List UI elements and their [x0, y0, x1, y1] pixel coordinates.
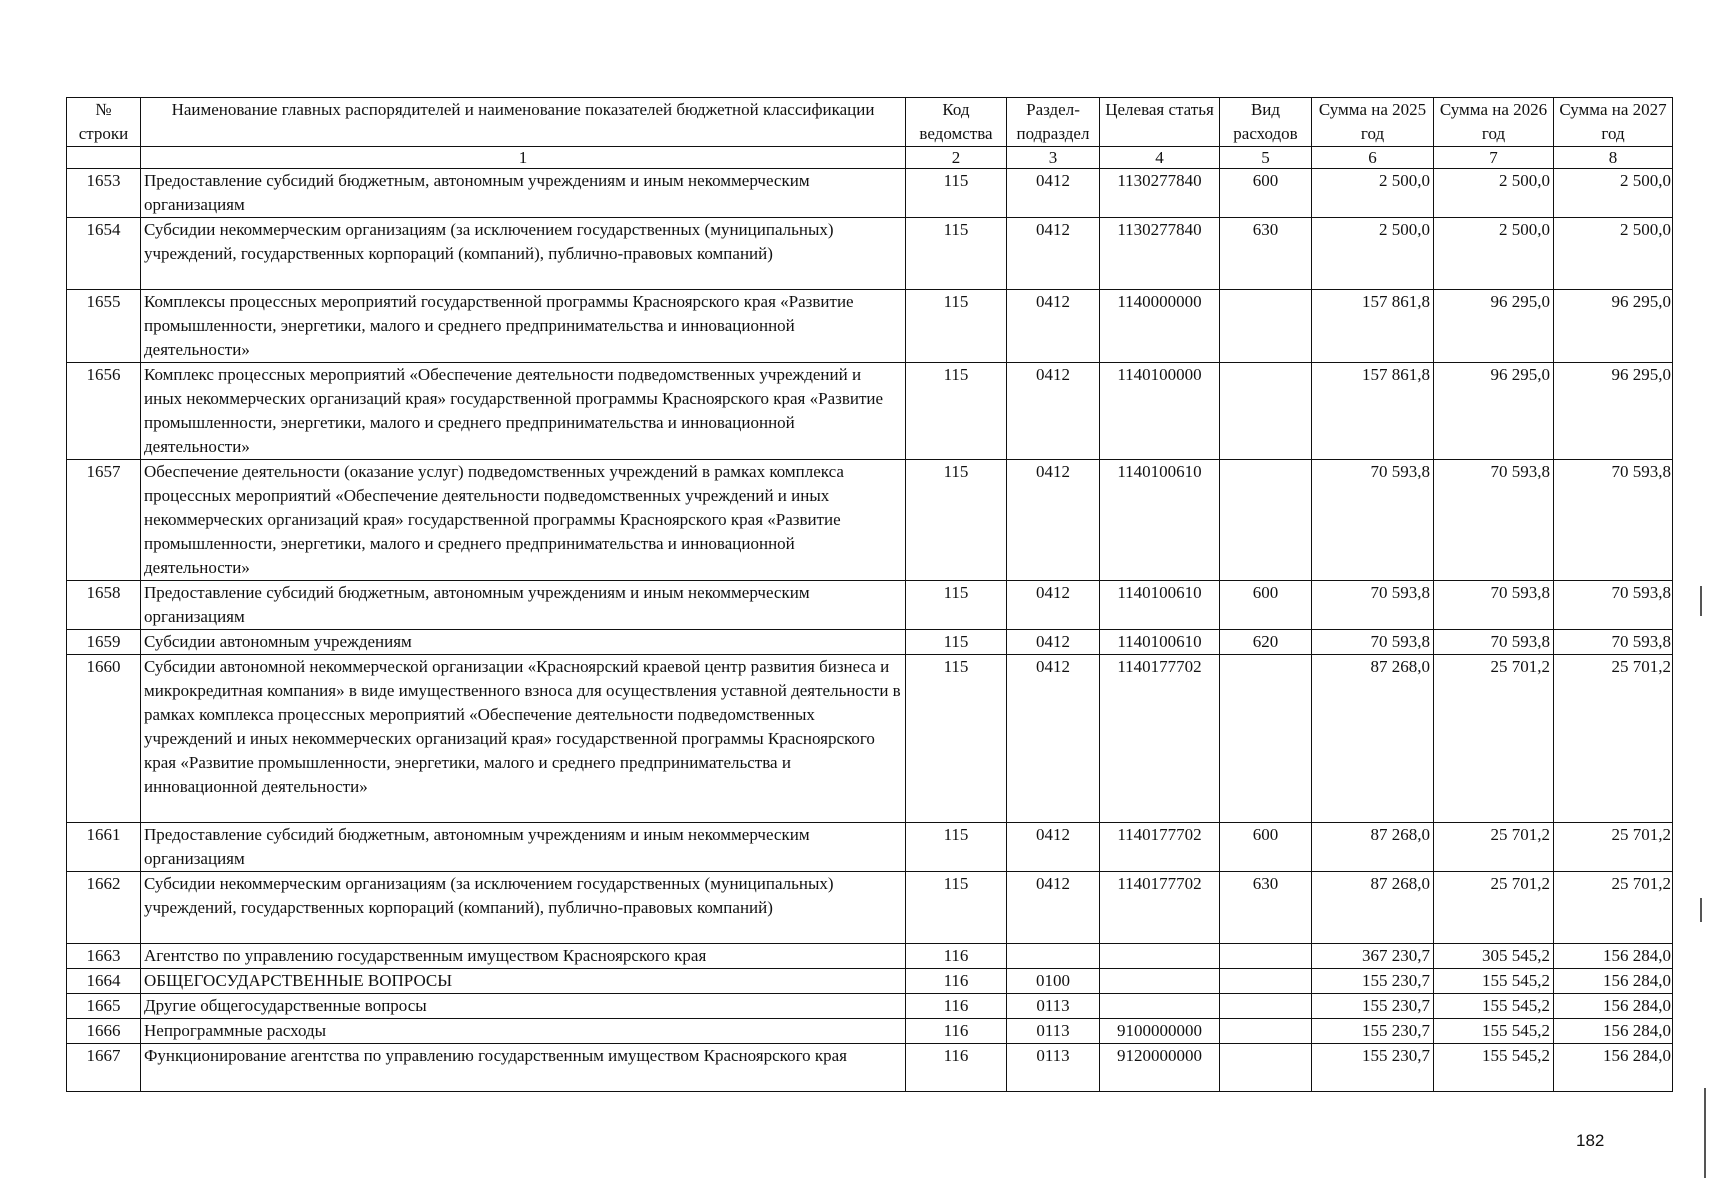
row-sum-2025: 2 500,0	[1312, 218, 1434, 290]
scan-edge-mark	[1704, 1088, 1706, 1178]
row-sum-2027: 2 500,0	[1554, 169, 1673, 218]
row-sum-2027: 156 284,0	[1554, 1019, 1673, 1044]
header-cell-name: Наименование главных распорядителей и наименование показателей бюджетной классификации	[141, 98, 906, 147]
row-number: 1660	[67, 655, 141, 823]
row-sum-2027: 2 500,0	[1554, 218, 1673, 290]
header-number-row	[67, 147, 1673, 169]
table-row	[67, 218, 1673, 290]
row-ved-code: 115	[906, 363, 1007, 460]
table-row	[67, 655, 1673, 823]
row-target-article	[1100, 944, 1220, 969]
row-sum-2025: 87 268,0	[1312, 872, 1434, 944]
row-number: 1657	[67, 460, 141, 581]
row-razdel-code: 0412	[1007, 290, 1100, 363]
row-name: Агентство по управлению государственным имуществом Красноярского края	[141, 944, 906, 969]
row-name: Предоставление субсидий бюджетным, автономным учреждениям и иным некоммерческим организациям	[141, 581, 906, 630]
row-ved-code: 116	[906, 944, 1007, 969]
row-sum-2026: 96 295,0	[1434, 290, 1554, 363]
scan-edge-mark	[1700, 586, 1702, 616]
row-ved-code: 115	[906, 169, 1007, 218]
row-name: Непрограммные расходы	[141, 1019, 906, 1044]
row-sum-2026: 305 545,2	[1434, 944, 1554, 969]
row-sum-2026: 25 701,2	[1434, 823, 1554, 872]
row-sum-2025: 87 268,0	[1312, 655, 1434, 823]
row-sum-2027: 156 284,0	[1554, 1044, 1673, 1092]
header-number: 4	[1100, 147, 1220, 169]
row-sum-2025: 157 861,8	[1312, 363, 1434, 460]
row-sum-2025: 155 230,7	[1312, 994, 1434, 1019]
table-row	[67, 290, 1673, 363]
row-target-article: 1140100610	[1100, 460, 1220, 581]
row-sum-2025: 157 861,8	[1312, 290, 1434, 363]
row-sum-2026: 25 701,2	[1434, 655, 1554, 823]
row-sum-2026: 25 701,2	[1434, 872, 1554, 944]
row-target-article: 1140177702	[1100, 872, 1220, 944]
row-name: Комплекс процессных мероприятий «Обеспечение деятельности подведомственных учреждений и иных некоммерческих организаций края» государственной программы Красноярского края «Развитие промышленности, энергетики, малого и среднего предпринимательства и инновационной деятельности»	[141, 363, 906, 460]
header-row	[67, 98, 1673, 147]
row-razdel-code: 0113	[1007, 1019, 1100, 1044]
header-cell-2025: Сумма на 2025 год	[1312, 98, 1434, 147]
row-sum-2027: 96 295,0	[1554, 363, 1673, 460]
row-name: ОБЩЕГОСУДАРСТВЕННЫЕ ВОПРОСЫ	[141, 969, 906, 994]
table-row	[67, 581, 1673, 630]
row-target-article	[1100, 994, 1220, 1019]
row-sum-2025: 155 230,7	[1312, 969, 1434, 994]
row-name: Субсидии автономной некоммерческой организации «Красноярский краевой центр развития бизнеса и микрокредитная компания» в виде имущественного взноса для осуществления уставной деятельности в рамках комплекса процессных мероприятий «Обеспечение деятельности подведомственных учреждений и иных некоммерческих организаций края» государственной программы Красноярского края «Развитие промышленности, энергетики, малого и среднего предпринимательства и инновационной деятельности»	[141, 655, 906, 823]
row-target-article: 9100000000	[1100, 1019, 1220, 1044]
row-sum-2026: 70 593,8	[1434, 630, 1554, 655]
row-expense-type: 600	[1220, 169, 1312, 218]
row-target-article: 1140177702	[1100, 655, 1220, 823]
row-sum-2026: 70 593,8	[1434, 581, 1554, 630]
row-expense-type: 630	[1220, 218, 1312, 290]
table-row	[67, 872, 1673, 944]
row-target-article: 9120000000	[1100, 1044, 1220, 1092]
table-row	[67, 944, 1673, 969]
row-sum-2025: 70 593,8	[1312, 630, 1434, 655]
row-razdel-code: 0412	[1007, 823, 1100, 872]
row-expense-type	[1220, 290, 1312, 363]
table-row	[67, 169, 1673, 218]
row-number: 1653	[67, 169, 141, 218]
row-target-article: 1140100610	[1100, 630, 1220, 655]
row-ved-code: 116	[906, 1019, 1007, 1044]
budget-table	[66, 97, 1673, 1092]
row-expense-type: 600	[1220, 823, 1312, 872]
table-row	[67, 363, 1673, 460]
row-target-article: 1130277840	[1100, 169, 1220, 218]
row-name: Предоставление субсидий бюджетным, автономным учреждениям и иным некоммерческим организациям	[141, 169, 906, 218]
row-ved-code: 115	[906, 460, 1007, 581]
row-sum-2026: 2 500,0	[1434, 169, 1554, 218]
header-cell-ved: Код ведомства	[906, 98, 1007, 147]
row-expense-type	[1220, 944, 1312, 969]
row-razdel-code	[1007, 944, 1100, 969]
row-razdel-code: 0113	[1007, 994, 1100, 1019]
row-number: 1661	[67, 823, 141, 872]
scan-edge-mark	[1700, 898, 1702, 922]
row-sum-2026: 155 545,2	[1434, 994, 1554, 1019]
header-number: 5	[1220, 147, 1312, 169]
row-sum-2027: 156 284,0	[1554, 994, 1673, 1019]
row-razdel-code: 0412	[1007, 363, 1100, 460]
header-cell-razdel: Раздел-подраздел	[1007, 98, 1100, 147]
row-target-article: 1140100000	[1100, 363, 1220, 460]
table-row	[67, 994, 1673, 1019]
header-cell-no: № строки	[67, 98, 141, 147]
row-ved-code: 115	[906, 290, 1007, 363]
row-number: 1662	[67, 872, 141, 944]
row-number: 1658	[67, 581, 141, 630]
row-ved-code: 116	[906, 969, 1007, 994]
header-number: 2	[906, 147, 1007, 169]
row-sum-2025: 367 230,7	[1312, 944, 1434, 969]
row-sum-2026: 70 593,8	[1434, 460, 1554, 581]
row-expense-type	[1220, 363, 1312, 460]
page-number: 182	[1576, 1131, 1605, 1150]
header-cell-cel: Целевая статья	[1100, 98, 1220, 147]
row-number: 1664	[67, 969, 141, 994]
row-number: 1654	[67, 218, 141, 290]
row-sum-2027: 96 295,0	[1554, 290, 1673, 363]
row-name: Комплексы процессных мероприятий государственной программы Красноярского края «Развитие промышленности, энергетики, малого и среднего предпринимательства и инновационной деятельности»	[141, 290, 906, 363]
row-number: 1665	[67, 994, 141, 1019]
header-number	[67, 147, 141, 169]
row-sum-2026: 155 545,2	[1434, 1044, 1554, 1092]
row-number: 1663	[67, 944, 141, 969]
row-sum-2025: 70 593,8	[1312, 460, 1434, 581]
row-number: 1655	[67, 290, 141, 363]
row-expense-type: 620	[1220, 630, 1312, 655]
row-sum-2026: 96 295,0	[1434, 363, 1554, 460]
row-expense-type	[1220, 460, 1312, 581]
row-razdel-code: 0100	[1007, 969, 1100, 994]
row-name: Субсидии некоммерческим организациям (за исключением государственных (муниципальных) учреждений, государственных корпораций (компаний), публично-правовых компаний)	[141, 218, 906, 290]
table-row	[67, 1044, 1673, 1092]
row-expense-type	[1220, 969, 1312, 994]
row-sum-2027: 156 284,0	[1554, 944, 1673, 969]
row-sum-2027: 70 593,8	[1554, 630, 1673, 655]
row-razdel-code: 0412	[1007, 630, 1100, 655]
header-number: 6	[1312, 147, 1434, 169]
row-name: Предоставление субсидий бюджетным, автономным учреждениям и иным некоммерческим организациям	[141, 823, 906, 872]
row-number: 1667	[67, 1044, 141, 1092]
table-row	[67, 969, 1673, 994]
row-name: Функционирование агентства по управлению государственным имуществом Красноярского края	[141, 1044, 906, 1092]
row-ved-code: 115	[906, 630, 1007, 655]
header-number: 8	[1554, 147, 1673, 169]
header-cell-2026: Сумма на 2026 год	[1434, 98, 1554, 147]
row-razdel-code: 0412	[1007, 872, 1100, 944]
row-sum-2025: 155 230,7	[1312, 1044, 1434, 1092]
row-name: Субсидии некоммерческим организациям (за исключением государственных (муниципальных) учреждений, государственных корпораций (компаний), публично-правовых компаний)	[141, 872, 906, 944]
row-razdel-code: 0412	[1007, 460, 1100, 581]
row-target-article: 1140177702	[1100, 823, 1220, 872]
row-expense-type: 600	[1220, 581, 1312, 630]
row-expense-type	[1220, 655, 1312, 823]
row-number: 1659	[67, 630, 141, 655]
row-number: 1656	[67, 363, 141, 460]
row-ved-code: 115	[906, 823, 1007, 872]
row-ved-code: 116	[906, 994, 1007, 1019]
row-ved-code: 115	[906, 581, 1007, 630]
row-razdel-code: 0113	[1007, 1044, 1100, 1092]
row-sum-2026: 155 545,2	[1434, 1019, 1554, 1044]
row-number: 1666	[67, 1019, 141, 1044]
table-row	[67, 823, 1673, 872]
row-target-article	[1100, 969, 1220, 994]
row-expense-type	[1220, 1044, 1312, 1092]
row-sum-2027: 156 284,0	[1554, 969, 1673, 994]
row-sum-2027: 25 701,2	[1554, 655, 1673, 823]
table-row	[67, 630, 1673, 655]
row-expense-type	[1220, 1019, 1312, 1044]
header-cell-vid: Вид расходов	[1220, 98, 1312, 147]
row-ved-code: 115	[906, 655, 1007, 823]
row-razdel-code: 0412	[1007, 655, 1100, 823]
header-number: 3	[1007, 147, 1100, 169]
row-name: Обеспечение деятельности (оказание услуг) подведомственных учреждений в рамках комплекса процессных мероприятий «Обеспечение деятельности подведомственных учреждений и иных некоммерческих организаций края» государственной программы Красноярского края «Развитие промышленности, энергетики, малого и среднего предпринимательства и инновационной деятельности»	[141, 460, 906, 581]
row-target-article: 1130277840	[1100, 218, 1220, 290]
row-sum-2025: 87 268,0	[1312, 823, 1434, 872]
row-sum-2026: 155 545,2	[1434, 969, 1554, 994]
row-razdel-code: 0412	[1007, 218, 1100, 290]
row-sum-2025: 155 230,7	[1312, 1019, 1434, 1044]
header-number: 1	[141, 147, 906, 169]
table-body	[67, 169, 1673, 1092]
row-sum-2026: 2 500,0	[1434, 218, 1554, 290]
header-number: 7	[1434, 147, 1554, 169]
table-row	[67, 1019, 1673, 1044]
row-name: Субсидии автономным учреждениям	[141, 630, 906, 655]
row-expense-type	[1220, 994, 1312, 1019]
row-ved-code: 115	[906, 218, 1007, 290]
row-target-article: 1140100610	[1100, 581, 1220, 630]
row-sum-2027: 25 701,2	[1554, 823, 1673, 872]
row-name: Другие общегосударственные вопросы	[141, 994, 906, 1019]
row-ved-code: 115	[906, 872, 1007, 944]
row-target-article: 1140000000	[1100, 290, 1220, 363]
row-ved-code: 116	[906, 1044, 1007, 1092]
row-sum-2025: 2 500,0	[1312, 169, 1434, 218]
row-expense-type: 630	[1220, 872, 1312, 944]
row-sum-2027: 25 701,2	[1554, 872, 1673, 944]
table-row	[67, 460, 1673, 581]
row-sum-2027: 70 593,8	[1554, 460, 1673, 581]
row-sum-2027: 70 593,8	[1554, 581, 1673, 630]
header-cell-2027: Сумма на 2027 год	[1554, 98, 1673, 147]
row-razdel-code: 0412	[1007, 169, 1100, 218]
row-sum-2025: 70 593,8	[1312, 581, 1434, 630]
row-razdel-code: 0412	[1007, 581, 1100, 630]
